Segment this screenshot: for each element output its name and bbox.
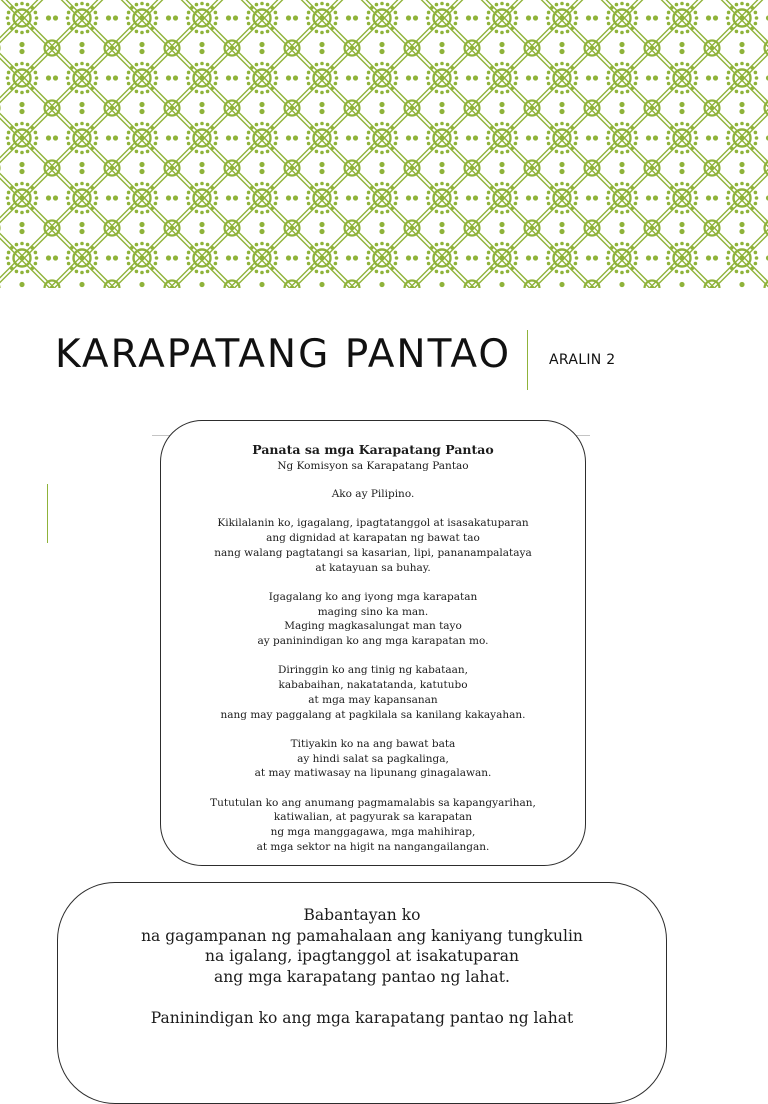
pledge-line: na igalang, ipagtanggol at isakatuparan xyxy=(205,947,519,966)
pledge-line: ay paninindigan ko ang mga karapatan mo. xyxy=(257,635,489,647)
pledge-line: at mga may kapansanan xyxy=(308,693,438,706)
pledge-line: Kikilalanin ko, igagalang, ipagtatanggol at isasakatuparan xyxy=(217,517,529,530)
pledge-line: at may matiwasay na lipunang ginagalawan. xyxy=(254,767,492,780)
pledge-line: Igagalang ko ang iyong mga karapatan xyxy=(268,590,478,603)
pledge-stanza xyxy=(58,1008,666,1029)
pledge-line: Ako ay Pilipino. xyxy=(331,488,415,500)
pledge-line: nang may paggalang at pagkilala sa kanilang kakayahan. xyxy=(220,708,526,721)
pledge-line: Maging magkasalungat man tayo xyxy=(284,620,462,633)
pattern-fill xyxy=(0,0,768,288)
pledge-stanza xyxy=(167,663,579,722)
pledge-line: ng mga manggagawa, mga mahihirap, xyxy=(270,826,476,839)
pledge-line: at mga sektor na higit na nangangailangan. xyxy=(256,840,490,853)
pledge-line: katiwalian, at pagyurak sa karapatan xyxy=(273,811,473,824)
title-section xyxy=(0,288,768,398)
pledge-line: ay hindi salat sa pagkalinga, xyxy=(297,752,449,765)
pledge-stanza xyxy=(167,487,579,502)
page-title: KARAPATANG PANTAO xyxy=(55,332,512,377)
pledge-body xyxy=(167,487,579,869)
pledge-line: Babantayan ko xyxy=(303,906,421,924)
pledge-line: Tututulan ko ang anumang pagmamalabis sa kapangyarihan, xyxy=(210,796,536,809)
accent-bar xyxy=(47,484,48,543)
pledge-card xyxy=(160,420,586,866)
pledge-line: ang mga karapatang pantao ng lahat. xyxy=(214,968,510,987)
title-divider xyxy=(527,330,528,390)
pledge-continuation-body xyxy=(58,905,666,1049)
pledge-stanza xyxy=(167,590,579,649)
pledge-line: at katayuan sa buhay. xyxy=(315,561,431,574)
pledge-line: Diringgin ko ang tinig ng kabataan, xyxy=(278,664,468,677)
pledge-byline: Ng Komisyon sa Karapatang Pantao xyxy=(277,460,469,472)
pledge-title: Panata sa mga Karapatang Pantao xyxy=(252,442,494,457)
pledge-stanza xyxy=(167,516,579,575)
lesson-label: ARALIN 2 xyxy=(549,352,616,368)
green-medallion-pattern xyxy=(0,0,768,288)
pledge-line: nang walang pagtatangi sa kasarian, lipi, pananampalataya xyxy=(214,546,532,559)
pledge-line: maging sino ka man. xyxy=(317,605,429,618)
pledge-continuation-card xyxy=(57,882,667,1104)
pledge-stanza xyxy=(167,796,579,855)
pledge-line: ang dignidad at karapatan ng bawat tao xyxy=(266,532,480,545)
pledge-line: Titiyakin ko na ang bawat bata xyxy=(290,737,456,750)
pledge-line: kababaihan, nakatatanda, katutubo xyxy=(278,679,468,692)
decorative-pattern-banner xyxy=(0,0,768,288)
pledge-stanza xyxy=(58,905,666,988)
pledge-stanza xyxy=(167,737,579,781)
pledge-line: Paninindigan ko ang mga karapatang pantao ng lahat xyxy=(150,1008,574,1027)
pledge-line: na gagampanan ng pamahalaan ang kaniyang tungkulin xyxy=(141,926,583,945)
